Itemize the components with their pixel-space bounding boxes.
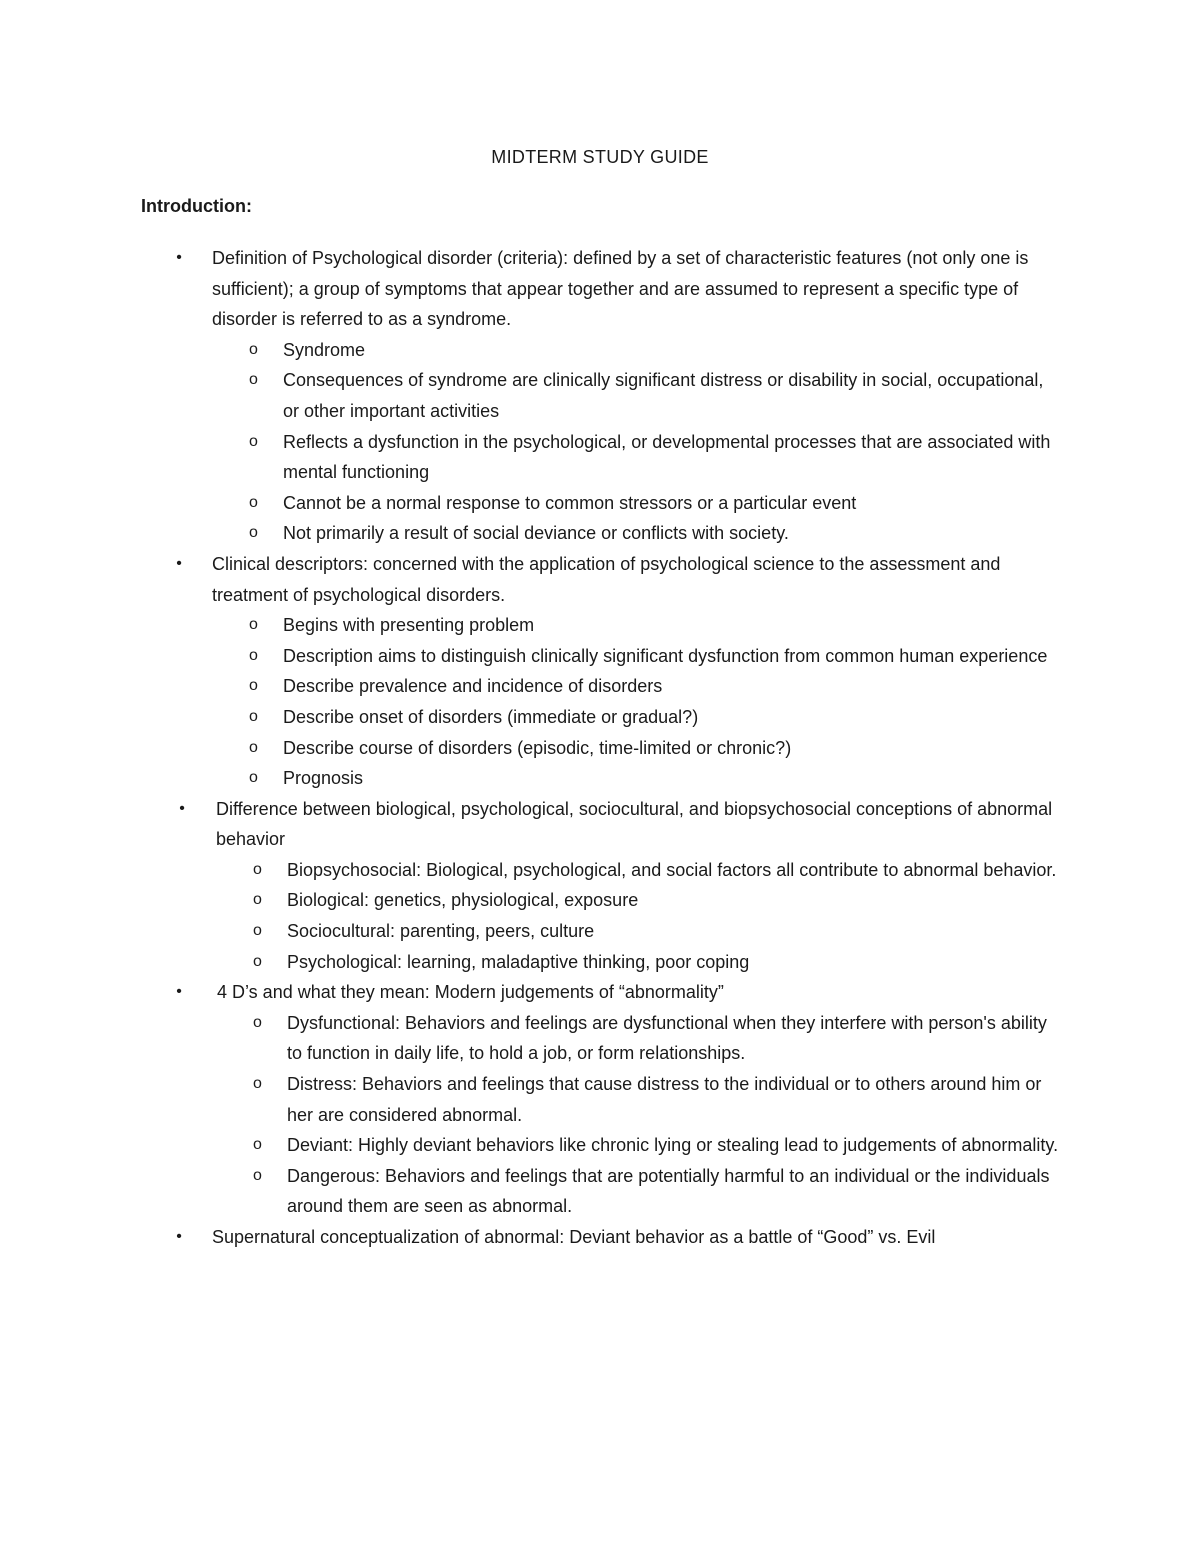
circle-marker-icon: o bbox=[253, 860, 262, 878]
sub-item-text: Distress: Behaviors and feelings that cause distress to the individual or to others around him or her are considered abnormal. bbox=[287, 1074, 1042, 1125]
sub-list-item bbox=[0, 702, 1200, 733]
sub-list-item bbox=[0, 947, 1200, 978]
circle-marker-icon: o bbox=[253, 952, 262, 970]
sub-item-text: Deviant: Highly deviant behaviors like chronic lying or stealing lead to judgements of abnormality. bbox=[287, 1135, 1059, 1156]
sub-item-text: Cannot be a normal response to common stressors or a particular event bbox=[283, 492, 857, 513]
circle-marker-icon: o bbox=[253, 1013, 262, 1031]
list-item bbox=[0, 977, 1200, 1008]
circle-marker-icon: o bbox=[249, 616, 258, 634]
circle-marker-icon: o bbox=[249, 371, 258, 389]
circle-marker-icon: o bbox=[253, 1075, 262, 1093]
sub-list-item bbox=[0, 610, 1200, 641]
sub-list-item bbox=[0, 365, 1200, 426]
list-item bbox=[0, 794, 1200, 855]
circle-marker-icon: o bbox=[249, 646, 258, 664]
sub-list-item bbox=[0, 518, 1200, 549]
bullet-text: 4 D’s and what they mean: Modern judgements of “abnormality” bbox=[212, 982, 724, 1003]
sub-item-text: Description aims to distinguish clinically significant dysfunction from common human experience bbox=[283, 645, 1048, 666]
sub-list-item bbox=[0, 885, 1200, 916]
bullet-icon: • bbox=[176, 554, 182, 572]
sub-item-text: Dysfunctional: Behaviors and feelings are dysfunctional when they interfere with person's ability to function in daily life, to hold a job, or form relationships. bbox=[287, 1012, 1047, 1064]
sub-item-text: Not primarily a result of social deviance or conflicts with society. bbox=[283, 523, 789, 544]
sub-list-item bbox=[0, 641, 1200, 672]
sub-item-text: Prognosis bbox=[283, 768, 364, 789]
circle-marker-icon: o bbox=[249, 769, 258, 787]
sub-item-text: Begins with presenting problem bbox=[283, 615, 535, 636]
bullet-text: Difference between biological, psychological, sociocultural, and biopsychosocial conceptions of abnormal behavior bbox=[216, 798, 1053, 850]
sub-item-text: Dangerous: Behaviors and feelings that are potentially harmful to an individual or the individuals around them are seen as abnormal. bbox=[287, 1165, 1050, 1217]
sub-list-item bbox=[0, 671, 1200, 702]
sub-list-item bbox=[0, 1161, 1200, 1222]
sub-list-item bbox=[0, 855, 1200, 886]
sub-item-text: Reflects a dysfunction in the psychological, or developmental processes that are associated with mental functioning bbox=[283, 431, 1051, 483]
bullet-text: Definition of Psychological disorder (criteria): defined by a set of characteristic features (not only one is sufficient); a group of symptoms that appear together and are assumed to represent a specific type of disorder is referred to as a syndrome. bbox=[212, 248, 1029, 330]
bullet-text: Supernatural conceptualization of abnormal: Deviant behavior as a battle of “Good” vs. Evil bbox=[212, 1227, 936, 1247]
circle-marker-icon: o bbox=[249, 340, 258, 358]
list-item bbox=[0, 243, 1200, 335]
circle-marker-icon: o bbox=[249, 738, 258, 756]
sub-list bbox=[0, 855, 1200, 977]
circle-marker-icon: o bbox=[253, 1166, 262, 1184]
circle-marker-icon: o bbox=[253, 922, 262, 940]
sub-item-text: Biopsychosocial: Biological, psychological, and social factors all contribute to abnormal behavior. bbox=[287, 859, 1057, 880]
sub-list-item bbox=[0, 335, 1200, 366]
sub-list bbox=[0, 335, 1200, 549]
sub-list-item bbox=[0, 427, 1200, 488]
circle-marker-icon: o bbox=[253, 1136, 262, 1154]
bullet-icon: • bbox=[176, 983, 182, 1001]
section-heading: Introduction: bbox=[141, 196, 252, 216]
circle-marker-icon: o bbox=[249, 524, 258, 542]
sub-list-item bbox=[0, 733, 1200, 764]
circle-marker-icon: o bbox=[249, 707, 258, 725]
sub-list-item bbox=[0, 916, 1200, 947]
bullet-list bbox=[0, 243, 1200, 1253]
bullet-icon: • bbox=[176, 1228, 182, 1245]
list-item bbox=[0, 549, 1200, 610]
sub-list-item bbox=[0, 488, 1200, 519]
sub-list bbox=[0, 1008, 1200, 1222]
sub-item-text: Describe prevalence and incidence of disorders bbox=[283, 676, 663, 697]
sub-list-item bbox=[0, 1069, 1200, 1130]
sub-list-item bbox=[0, 1008, 1200, 1069]
sub-list-item bbox=[0, 763, 1200, 794]
bullet-icon: • bbox=[176, 249, 182, 266]
sub-item-text: Sociocultural: parenting, peers, culture bbox=[287, 921, 595, 942]
list-item bbox=[0, 1222, 1200, 1253]
bullet-text: Clinical descriptors: concerned with the application of psychological science to the assessment and treatment of psychological disorders. bbox=[212, 553, 1001, 605]
sub-item-text: Describe course of disorders (episodic, time-limited or chronic?) bbox=[283, 737, 792, 758]
sub-list-item bbox=[0, 1130, 1200, 1161]
circle-marker-icon: o bbox=[249, 677, 258, 695]
circle-marker-icon: o bbox=[249, 493, 258, 511]
circle-marker-icon: o bbox=[253, 891, 262, 909]
sub-item-text: Psychological: learning, maladaptive thinking, poor coping bbox=[287, 951, 750, 972]
sub-list bbox=[0, 610, 1200, 794]
bullet-icon: • bbox=[179, 799, 185, 817]
sub-item-text: Consequences of syndrome are clinically significant distress or disability in social, occupational, or other important activities bbox=[283, 370, 1044, 421]
document-title: MIDTERM STUDY GUIDE bbox=[491, 147, 709, 167]
circle-marker-icon: o bbox=[249, 432, 258, 450]
sub-item-text: Syndrome bbox=[283, 339, 366, 360]
sub-item-text: Describe onset of disorders (immediate or gradual?) bbox=[283, 706, 699, 727]
sub-item-text: Biological: genetics, physiological, exposure bbox=[287, 890, 639, 911]
